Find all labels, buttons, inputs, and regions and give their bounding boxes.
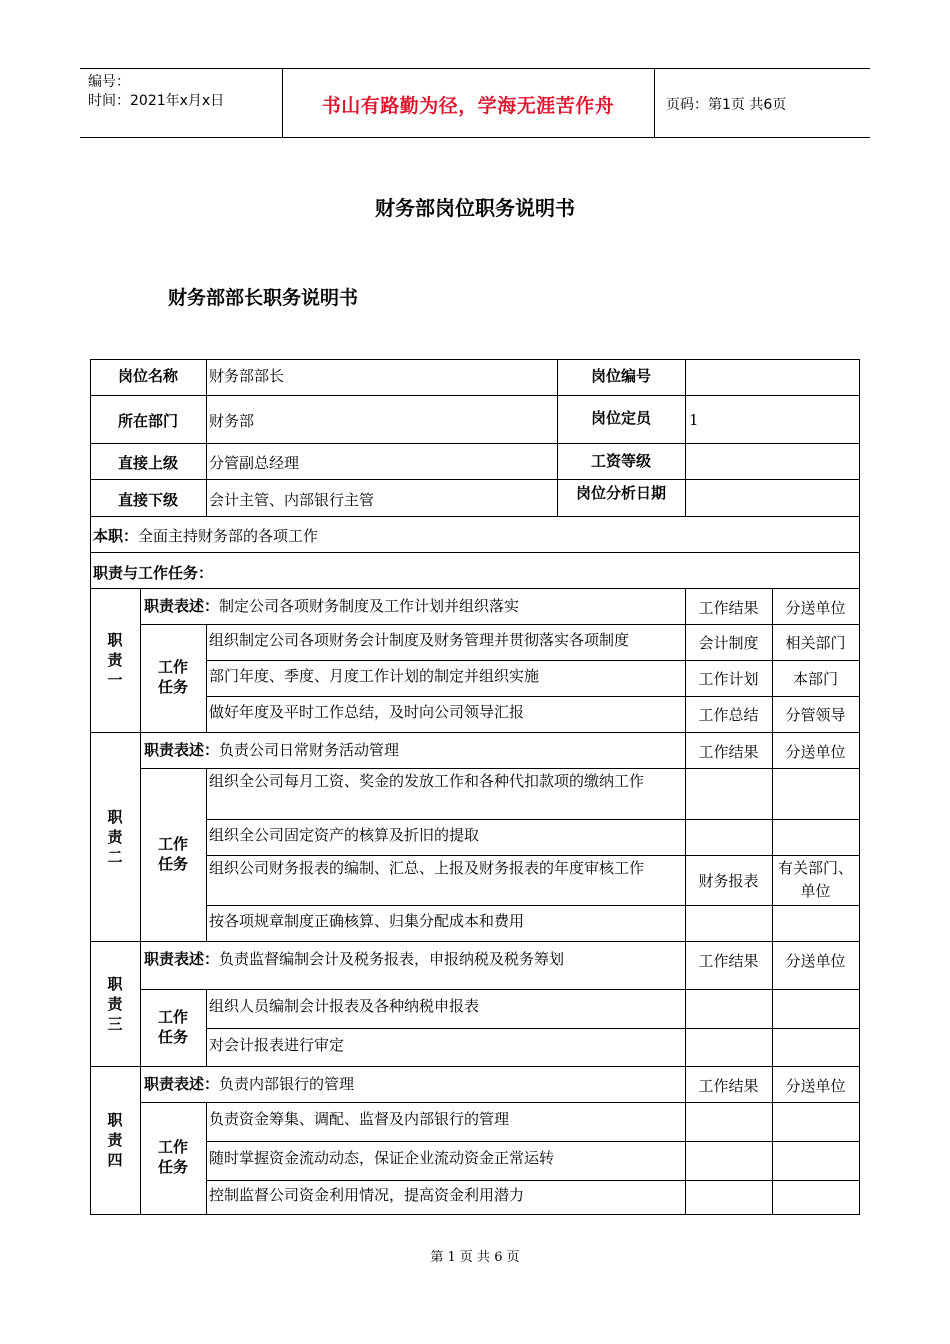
grid-line <box>685 941 686 1067</box>
info-value: 会计主管、内部银行主管 <box>209 491 375 509</box>
task-destination: 分管领导 <box>785 705 846 724</box>
destination-header: 分送单位 <box>785 743 846 761</box>
task-label-line: 任务 <box>157 854 188 873</box>
task-text: 组织制定公司各项财务会计制度及财务管理并贯彻落实各项制度 <box>209 630 630 649</box>
info-label: 所在部门 <box>117 412 178 430</box>
duty-label-char: 职 <box>107 807 123 826</box>
duty-description-label: 职责表述： <box>144 950 220 968</box>
duty-description-text: 制定公司各项财务制度及工作计划并组织落实 <box>219 597 520 615</box>
destination-header: 分送单位 <box>785 952 846 970</box>
info-value: 财务部部长 <box>209 367 285 385</box>
grid-line <box>90 1066 860 1067</box>
duties-heading: 职责与工作任务： <box>93 564 214 582</box>
duty-label-char: 职 <box>107 631 123 649</box>
grid-line <box>140 989 860 990</box>
grid-line <box>206 855 860 856</box>
grid-line <box>140 768 860 769</box>
duty-description-label: 职责表述： <box>144 741 220 759</box>
header-motto: 书山有路勤为径，学海无涯苦作舟 <box>321 95 615 117</box>
task-text: 部门年度、季度、月度工作计划的制定并组织实施 <box>209 666 540 685</box>
duty-label <box>105 974 125 1034</box>
task-text: 组织全公司固定资产的核算及折旧的提取 <box>209 825 480 844</box>
task-label-line: 工作 <box>157 834 188 853</box>
benzhi-text: 全面主持财务部的各项工作 <box>138 527 319 545</box>
task-result: 会计制度 <box>698 633 759 652</box>
info-label: 直接上级 <box>117 454 178 472</box>
task-text: 组织公司财务报表的编制、汇总、上报及财务报表的年度审核工作 <box>209 859 645 877</box>
result-header: 工作结果 <box>698 599 759 617</box>
grid-line <box>772 941 773 1067</box>
task-text: 组织人员编制会计报表及各种纳税申报表 <box>209 997 480 1015</box>
page-info: 页码：第1页 共6页 <box>666 97 787 113</box>
grid-line <box>90 359 91 1215</box>
grid-line <box>206 696 860 697</box>
duty-description <box>144 948 681 971</box>
info-label: 岗位编号 <box>590 367 651 385</box>
grid-line <box>90 588 860 589</box>
grid-line <box>206 905 860 906</box>
grid-line <box>140 1102 860 1103</box>
grid-line <box>140 588 141 733</box>
grid-line <box>140 941 141 1067</box>
page-header <box>80 68 870 138</box>
info-label: 岗位分析日期 <box>575 484 666 502</box>
task-label-line: 任务 <box>157 678 188 696</box>
task-label-line: 任务 <box>157 1027 188 1046</box>
grid-line <box>685 359 686 517</box>
duty-label-char: 责 <box>107 651 123 669</box>
duty-description <box>144 739 681 762</box>
grid-line <box>206 1180 860 1181</box>
grid-line <box>772 732 773 942</box>
grid-line <box>859 359 860 1215</box>
grid-line <box>140 1066 141 1215</box>
task-text: 随时掌握资金流动动态，保证企业流动资金正常运转 <box>209 1149 555 1167</box>
duty-description-text: 负责公司日常财务活动管理 <box>219 741 400 759</box>
info-label: 岗位名称 <box>117 367 178 385</box>
task-text: 控制监督公司资金利用情况，提高资金利用潜力 <box>209 1185 525 1204</box>
grid-line <box>140 624 860 625</box>
page-footer: 第 1 页 共 6 页 <box>430 1250 520 1265</box>
duty-label-char: 二 <box>107 847 123 866</box>
task-label <box>140 1007 206 1047</box>
task-label <box>140 1137 206 1177</box>
task-label-line: 任务 <box>157 1158 188 1176</box>
header-meta <box>88 73 224 111</box>
info-label: 直接下级 <box>117 491 178 509</box>
info-label: 岗位定员 <box>590 409 651 427</box>
result-header: 工作结果 <box>698 952 759 970</box>
grid-line <box>206 660 860 661</box>
duty-label-char: 责 <box>107 1131 123 1149</box>
grid-line <box>206 1028 860 1029</box>
duty-description-text: 负责内部银行的管理 <box>219 1075 355 1093</box>
destination-header: 分送单位 <box>785 599 846 617</box>
task-text: 做好年度及平时工作总结，及时向公司领导汇报 <box>209 702 525 721</box>
duty-description <box>144 595 681 618</box>
benzhi-label: 本职： <box>93 527 139 545</box>
task-result: 工作总结 <box>698 705 759 724</box>
task-text: 组织全公司每月工资、奖金的发放工作和各种代扣款项的缴纳工作 <box>209 772 645 790</box>
duty-label-char: 职 <box>107 1111 123 1129</box>
duty-label <box>105 630 125 690</box>
info-label: 工资等级 <box>590 452 651 470</box>
duty-description-label: 职责表述： <box>144 597 220 615</box>
header-divider <box>654 69 655 137</box>
task-result: 财务报表 <box>698 871 759 890</box>
info-value: 分管副总经理 <box>209 454 300 472</box>
duty-label <box>105 807 125 867</box>
grid-line <box>206 1141 860 1142</box>
grid-line <box>90 552 860 553</box>
task-destination: 相关部门 <box>785 633 846 652</box>
grid-line <box>90 1214 860 1215</box>
duty-label-char: 责 <box>107 994 123 1013</box>
task-destination: 有关部门、单位 <box>778 859 854 900</box>
grid-line <box>206 624 207 733</box>
task-text: 对会计报表进行审定 <box>209 1035 345 1054</box>
duty-description <box>144 1073 681 1096</box>
task-destination: 本部门 <box>792 669 838 688</box>
task-label <box>140 834 206 874</box>
task-label-line: 工作 <box>157 1007 188 1026</box>
grid-line <box>90 732 860 733</box>
task-label-line: 工作 <box>157 1138 188 1156</box>
duty-label-char: 一 <box>107 671 123 689</box>
grid-line <box>90 941 860 942</box>
code-label: 编号： <box>88 74 130 90</box>
task-label-line: 工作 <box>157 658 188 676</box>
time-label: 时间：2021年x月x日 <box>88 93 225 109</box>
info-value: 1 <box>689 411 699 429</box>
task-label <box>140 657 206 697</box>
task-text: 按各项规章制度正确核算、归集分配成本和费用 <box>209 911 525 930</box>
job-description-table <box>90 359 859 1214</box>
grid-line <box>140 732 141 942</box>
duty-description-label: 职责表述： <box>144 1075 220 1093</box>
grid-line <box>206 1102 207 1215</box>
section-title: 财务部部长职务说明书 <box>168 287 359 309</box>
duty-label-char: 职 <box>107 974 123 993</box>
task-text: 负责资金筹集、调配、监督及内部银行的管理 <box>209 1110 510 1128</box>
task-result: 工作计划 <box>698 669 759 688</box>
grid-line <box>206 359 207 517</box>
grid-line <box>557 359 558 517</box>
destination-header: 分送单位 <box>785 1077 846 1095</box>
grid-line <box>206 819 860 820</box>
duty-description-text: 负责监督编制会计及税务报表，申报纳税及税务筹划 <box>219 950 565 968</box>
result-header: 工作结果 <box>698 743 759 761</box>
duty-label-char: 四 <box>107 1151 123 1169</box>
document-title: 财务部岗位职务说明书 <box>375 196 575 220</box>
duty-label-char: 三 <box>107 1014 123 1033</box>
duty-label-char: 责 <box>107 827 123 846</box>
duty-label <box>105 1110 125 1170</box>
info-value: 财务部 <box>209 412 255 430</box>
result-header: 工作结果 <box>698 1077 759 1095</box>
grid-line <box>685 732 686 942</box>
benzhi-row <box>93 525 318 548</box>
